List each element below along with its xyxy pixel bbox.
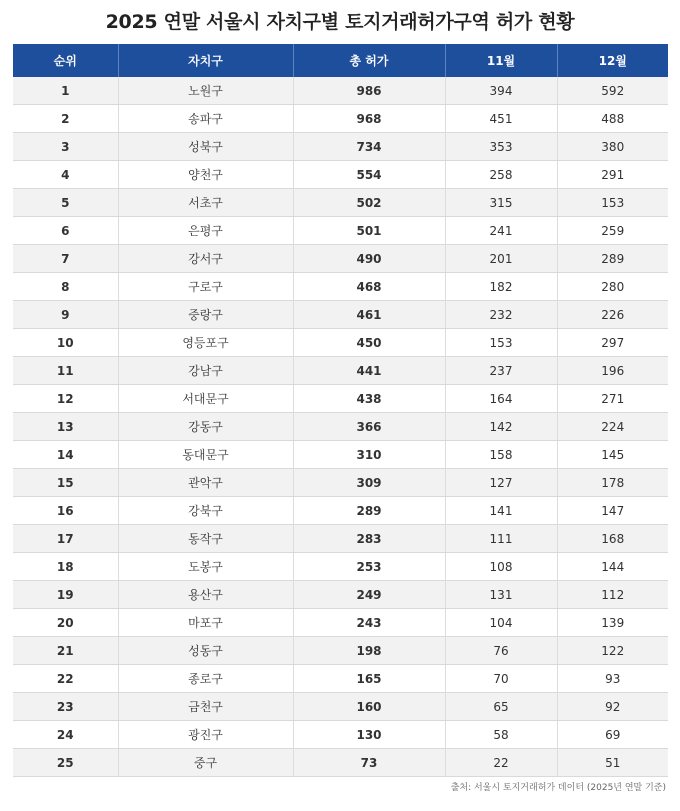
november-cell: 241 [445,217,557,245]
december-cell: 488 [557,105,668,133]
district-cell: 성북구 [118,133,293,161]
december-cell: 168 [557,525,668,553]
december-cell: 139 [557,609,668,637]
rank-cell: 20 [13,609,118,637]
november-cell: 22 [445,749,557,777]
district-cell: 도봉구 [118,553,293,581]
rank-cell: 3 [13,133,118,161]
total-cell: 554 [293,161,445,189]
district-cell: 강서구 [118,245,293,273]
rank-cell: 15 [13,469,118,497]
total-cell: 366 [293,413,445,441]
total-cell: 165 [293,665,445,693]
total-cell: 441 [293,357,445,385]
total-cell: 198 [293,637,445,665]
rank-cell: 4 [13,161,118,189]
table-header-row [13,44,668,77]
november-cell: 451 [445,105,557,133]
table-row[interactable] [13,189,668,217]
rank-cell: 18 [13,553,118,581]
rank-cell: 14 [13,441,118,469]
december-cell: 51 [557,749,668,777]
rank-cell: 11 [13,357,118,385]
november-cell: 142 [445,413,557,441]
district-cell: 서초구 [118,189,293,217]
table-row[interactable] [13,497,668,525]
district-cell: 강북구 [118,497,293,525]
district-cell: 성동구 [118,637,293,665]
table-row[interactable] [13,161,668,189]
district-cell: 광진구 [118,721,293,749]
table-row[interactable] [13,581,668,609]
december-cell: 259 [557,217,668,245]
district-cell: 영등포구 [118,329,293,357]
table-row[interactable] [13,217,668,245]
rank-cell: 7 [13,245,118,273]
table-row[interactable] [13,553,668,581]
table-row[interactable] [13,665,668,693]
district-cell: 종로구 [118,665,293,693]
table-row[interactable] [13,301,668,329]
total-cell: 160 [293,693,445,721]
total-cell: 130 [293,721,445,749]
rank-cell: 24 [13,721,118,749]
table-row[interactable] [13,749,668,777]
november-cell: 108 [445,553,557,581]
december-cell: 147 [557,497,668,525]
district-cell: 구로구 [118,273,293,301]
column-header-rank[interactable]: 순위 [13,44,118,77]
november-cell: 237 [445,357,557,385]
december-cell: 144 [557,553,668,581]
december-cell: 291 [557,161,668,189]
december-cell: 226 [557,301,668,329]
november-cell: 131 [445,581,557,609]
table-row[interactable] [13,525,668,553]
december-cell: 196 [557,357,668,385]
total-cell: 249 [293,581,445,609]
total-cell: 309 [293,469,445,497]
november-cell: 141 [445,497,557,525]
november-cell: 153 [445,329,557,357]
table-row[interactable] [13,609,668,637]
district-cell: 강남구 [118,357,293,385]
december-cell: 112 [557,581,668,609]
november-cell: 76 [445,637,557,665]
table-row[interactable] [13,637,668,665]
december-cell: 153 [557,189,668,217]
rank-cell: 16 [13,497,118,525]
table-row[interactable] [13,105,668,133]
table-row[interactable] [13,273,668,301]
december-cell: 271 [557,385,668,413]
rank-cell: 10 [13,329,118,357]
december-cell: 280 [557,273,668,301]
december-cell: 224 [557,413,668,441]
december-cell: 297 [557,329,668,357]
total-cell: 501 [293,217,445,245]
source-note: 출처: 서울시 토지거래허가 데이터 (2025년 연말 기준) [450,783,666,793]
table-row[interactable] [13,329,668,357]
december-cell: 178 [557,469,668,497]
november-cell: 182 [445,273,557,301]
total-cell: 289 [293,497,445,525]
table-row[interactable] [13,245,668,273]
rank-cell: 9 [13,301,118,329]
rank-cell: 25 [13,749,118,777]
table-row[interactable] [13,413,668,441]
total-cell: 253 [293,553,445,581]
rank-cell: 22 [13,665,118,693]
rank-cell: 6 [13,217,118,245]
rank-cell: 12 [13,385,118,413]
total-cell: 310 [293,441,445,469]
rank-cell: 17 [13,525,118,553]
total-cell: 968 [293,105,445,133]
page-title: 2025 연말 서울시 자치구별 토지거래허가구역 허가 현황 [105,11,575,33]
november-cell: 158 [445,441,557,469]
total-cell: 461 [293,301,445,329]
rank-cell: 8 [13,273,118,301]
november-cell: 232 [445,301,557,329]
district-cell: 강동구 [118,413,293,441]
december-cell: 93 [557,665,668,693]
district-cell: 중구 [118,749,293,777]
permits-table [13,44,668,777]
district-cell: 관악구 [118,469,293,497]
november-cell: 164 [445,385,557,413]
november-cell: 315 [445,189,557,217]
table-row[interactable] [13,441,668,469]
rank-cell: 21 [13,637,118,665]
rank-cell: 1 [13,77,118,105]
november-cell: 111 [445,525,557,553]
table-row[interactable] [13,357,668,385]
table-body [13,77,668,777]
november-cell: 394 [445,77,557,105]
november-cell: 70 [445,665,557,693]
rank-cell: 13 [13,413,118,441]
december-cell: 380 [557,133,668,161]
district-cell: 금천구 [118,693,293,721]
total-cell: 243 [293,609,445,637]
total-cell: 986 [293,77,445,105]
table-row[interactable] [13,721,668,749]
total-cell: 438 [293,385,445,413]
district-cell: 서대문구 [118,385,293,413]
district-cell: 동대문구 [118,441,293,469]
district-cell: 양천구 [118,161,293,189]
total-cell: 490 [293,245,445,273]
november-cell: 104 [445,609,557,637]
rank-cell: 2 [13,105,118,133]
district-cell: 마포구 [118,609,293,637]
rank-cell: 5 [13,189,118,217]
column-header-district[interactable]: 자치구 [118,44,293,77]
total-cell: 283 [293,525,445,553]
total-cell: 502 [293,189,445,217]
table-row[interactable] [13,77,668,105]
district-cell: 노원구 [118,77,293,105]
total-cell: 73 [293,749,445,777]
column-header-december[interactable]: 12월 [557,44,668,77]
december-cell: 92 [557,693,668,721]
december-cell: 289 [557,245,668,273]
december-cell: 592 [557,77,668,105]
column-header-november[interactable]: 11월 [445,44,557,77]
december-cell: 69 [557,721,668,749]
table-row[interactable] [13,469,668,497]
december-cell: 122 [557,637,668,665]
district-cell: 동작구 [118,525,293,553]
november-cell: 258 [445,161,557,189]
district-cell: 은평구 [118,217,293,245]
table-row[interactable] [13,385,668,413]
november-cell: 353 [445,133,557,161]
column-header-total[interactable]: 총 허가 [293,44,445,77]
november-cell: 201 [445,245,557,273]
november-cell: 58 [445,721,557,749]
table-row[interactable] [13,133,668,161]
december-cell: 145 [557,441,668,469]
november-cell: 127 [445,469,557,497]
rank-cell: 19 [13,581,118,609]
total-cell: 734 [293,133,445,161]
rank-cell: 23 [13,693,118,721]
total-cell: 450 [293,329,445,357]
table-row[interactable] [13,693,668,721]
total-cell: 468 [293,273,445,301]
district-cell: 송파구 [118,105,293,133]
november-cell: 65 [445,693,557,721]
district-cell: 중랑구 [118,301,293,329]
district-cell: 용산구 [118,581,293,609]
